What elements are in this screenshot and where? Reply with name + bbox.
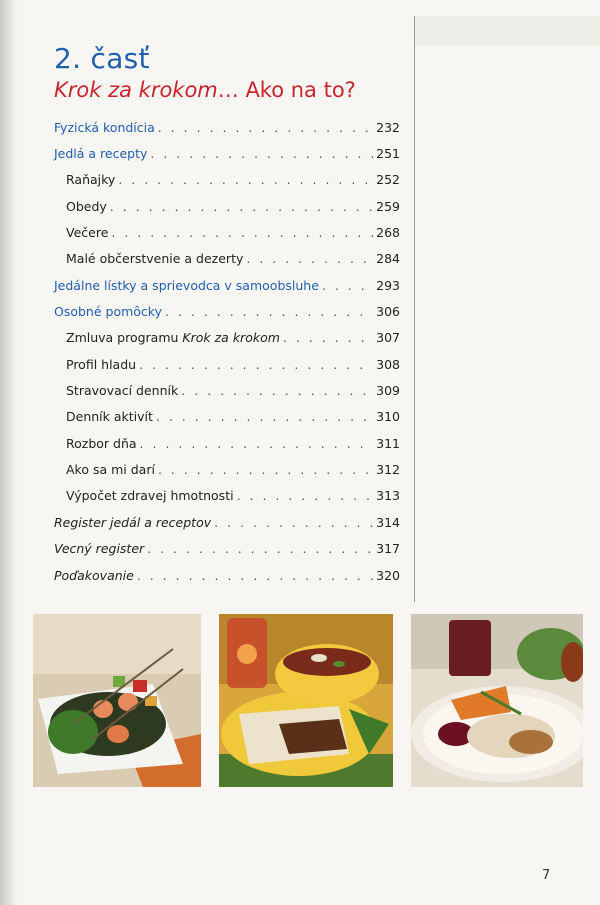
toc-entry (54, 351, 400, 377)
toc-entry (54, 325, 400, 351)
toc-leader-dots (118, 172, 373, 187)
toc-leader-dots (137, 568, 373, 583)
toc-page-number: 268 (376, 225, 400, 241)
toc-leader-dots (156, 409, 373, 424)
toc-leader-dots (237, 488, 374, 503)
toc-entry (54, 272, 400, 298)
toc-page-number: 312 (376, 462, 400, 478)
toc-leader-dots (111, 225, 373, 240)
toc-entry (54, 509, 400, 535)
bleed-through-band (414, 16, 600, 46)
toc-page-number: 252 (376, 172, 400, 188)
toc-page-number: 317 (376, 541, 400, 557)
toc-page-number: 320 (376, 567, 400, 583)
toc-entry (54, 562, 400, 588)
toc-entry (54, 536, 400, 562)
toc-leader-dots (165, 304, 373, 319)
page-number: 7 (542, 868, 551, 883)
toc-page-number: 293 (376, 277, 400, 293)
vertical-rule (414, 16, 415, 602)
shrimp-skewer-plate-photo (33, 614, 201, 787)
toc-leader-dots (246, 251, 373, 266)
toc-entry-label: Denník aktivít (66, 409, 153, 425)
toc-entry (54, 167, 400, 193)
toc-page-number: 284 (376, 251, 400, 267)
toc-entry (54, 483, 400, 509)
toc-entry-label-italic: Krok za krokom (182, 330, 280, 346)
toc-entry (54, 140, 400, 166)
toc-entry-label: Vecný register (54, 541, 145, 557)
toc-entry-label: Výpočet zdravej hmotnosti (66, 488, 234, 504)
toc-leader-dots (139, 357, 373, 372)
toc-page-number: 306 (376, 304, 400, 320)
toc-entry-label: Osobné pomôcky (54, 304, 162, 320)
toc-entry (54, 377, 400, 403)
toc-leader-dots (158, 462, 373, 477)
toc-page-number: 232 (376, 119, 400, 135)
toc-leader-dots (150, 146, 373, 161)
toc-entry (54, 456, 400, 482)
toc-entry (54, 404, 400, 430)
toc-entry-label: Ako sa mi darí (66, 462, 155, 478)
toc-leader-dots (140, 436, 374, 451)
soup-and-wrap-photo (219, 614, 393, 787)
toc-entry (54, 430, 400, 456)
part-subtitle (54, 78, 356, 102)
page-spine-shadow (0, 0, 18, 905)
toc-entry-label: Jedálne lístky a sprievodca v samoobsluhe (54, 277, 319, 293)
toc-leader-dots (322, 278, 373, 293)
toc-page-number: 307 (376, 330, 400, 346)
toc-entry (54, 246, 400, 272)
toc-entry-label: Obedy (66, 198, 107, 214)
toc-entry-label: Profil hladu (66, 356, 137, 372)
part-subtitle-rest: … Ako na to? (217, 78, 356, 102)
toc-entry (54, 219, 400, 245)
toc-page-number: 310 (376, 409, 400, 425)
part-subtitle-italic: Krok za krokom (54, 78, 218, 102)
toc-leader-dots (158, 120, 373, 135)
toc-leader-dots (110, 199, 373, 214)
toc-entry-label: Poďakovanie (54, 567, 134, 583)
toc-entry-label: Raňajky (66, 172, 116, 188)
toc-entry-label: Rozbor dňa (66, 435, 137, 451)
toc-entry-label: Stravovací denník (66, 383, 179, 399)
toc-leader-dots (214, 515, 373, 530)
toc-page-number: 314 (376, 514, 400, 530)
toc-entry (54, 114, 400, 140)
toc-page-number: 311 (376, 435, 400, 451)
toc-page-number: 251 (376, 146, 400, 162)
toc-entry-label: Register jedál a receptov (54, 514, 212, 530)
toc-leader-dots (147, 541, 373, 556)
table-of-contents (54, 114, 400, 588)
toc-entry-label: Večere (66, 225, 109, 241)
toc-page-number: 259 (376, 198, 400, 214)
toc-entry-label: Malé občerstvenie a dezerty (66, 251, 244, 267)
toc-leader-dots (283, 330, 373, 345)
toc-entry-label: Jedlá a recepty (54, 146, 148, 162)
toc-entry-label: Zmluva programu Krok za krokom (66, 330, 280, 346)
toc-leader-dots (181, 383, 373, 398)
toc-page-number: 313 (376, 488, 400, 504)
toc-page-number: 308 (376, 356, 400, 372)
toc-entry (54, 298, 400, 324)
turkey-dinner-photo (411, 614, 583, 787)
toc-page-number: 309 (376, 383, 400, 399)
part-title: 2. časť (54, 42, 150, 75)
toc-entry (54, 193, 400, 219)
toc-entry-label: Fyzická kondícia (54, 119, 155, 135)
